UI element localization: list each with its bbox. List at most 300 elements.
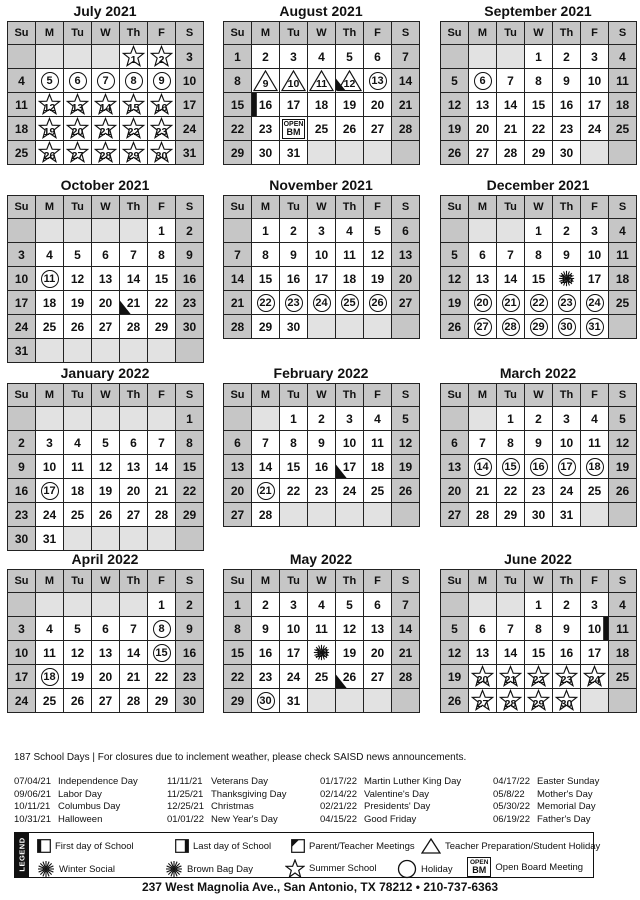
day-cell: 3	[36, 431, 64, 455]
day-cell: 27	[364, 117, 392, 141]
holiday-entry	[493, 776, 599, 789]
parent-meeting-icon	[291, 839, 305, 853]
holiday-date: 10/31/21	[14, 813, 51, 825]
holiday-name: Martin Luther King Day	[364, 776, 462, 787]
day-cell: 7	[469, 431, 497, 455]
day-cell: 22	[224, 117, 252, 141]
weekday-header: M	[252, 196, 280, 219]
day-cell: 10	[581, 69, 609, 93]
weekday-header: Th	[336, 570, 364, 593]
month-title: June 2022	[504, 551, 572, 567]
holiday-circle: 15	[153, 644, 171, 662]
weekday-header: Th	[553, 384, 581, 407]
empty-cell	[8, 219, 36, 243]
weekday-header: S	[176, 570, 204, 593]
empty-cell	[609, 689, 637, 713]
month-table	[223, 383, 420, 527]
month-table	[440, 195, 637, 339]
month-june-2022	[440, 550, 636, 713]
day-cell: 11	[8, 93, 36, 117]
day-cell: 11	[336, 243, 364, 267]
weekday-header: F	[581, 384, 609, 407]
day-cell: 29	[176, 503, 204, 527]
day-cell: 26	[441, 315, 469, 339]
day-cell: 2	[252, 593, 280, 617]
day-cell: 9	[252, 617, 280, 641]
holiday-entry	[14, 814, 138, 827]
day-cell: 23	[252, 665, 280, 689]
holiday-circle: 22	[530, 294, 548, 312]
day-cell: 11	[581, 431, 609, 455]
first-day-icon	[37, 839, 51, 853]
holiday-circle: 11	[41, 270, 59, 288]
day-cell: 5	[364, 219, 392, 243]
holiday-circle: 17	[558, 458, 576, 476]
holiday-entry	[167, 776, 287, 789]
legend-holiday: Holiday	[397, 859, 453, 879]
day-cell	[497, 315, 525, 339]
weekday-header: M	[36, 22, 64, 45]
day-cell: 17	[581, 641, 609, 665]
empty-cell	[469, 407, 497, 431]
holiday-circle: 6	[474, 72, 492, 90]
day-cell	[581, 315, 609, 339]
month-december-2021	[440, 176, 636, 339]
holiday-name: Father's Day	[537, 813, 591, 825]
day-cell: 25	[36, 315, 64, 339]
empty-cell	[92, 45, 120, 69]
day-cell: 6	[224, 431, 252, 455]
day-cell: 22	[525, 117, 553, 141]
empty-cell	[364, 689, 392, 713]
holiday-circle: 17	[41, 482, 59, 500]
empty-cell	[581, 141, 609, 165]
day-cell: 13	[469, 267, 497, 291]
empty-cell	[336, 315, 364, 339]
day-cell: 23	[252, 117, 280, 141]
day-cell: 22	[176, 479, 204, 503]
day-cell: 31	[8, 339, 36, 363]
day-cell: 29	[148, 689, 176, 713]
day-cell: 27	[224, 503, 252, 527]
weekday-header: M	[469, 196, 497, 219]
empty-cell	[392, 503, 420, 527]
empty-cell	[8, 593, 36, 617]
day-cell: 5	[441, 69, 469, 93]
day-cell: 15	[224, 93, 252, 117]
day-cell: 1	[525, 219, 553, 243]
day-cell: 20	[441, 479, 469, 503]
day-cell: 28	[120, 689, 148, 713]
month-title: May 2022	[289, 551, 353, 567]
day-cell: 24	[176, 117, 204, 141]
weekday-header: Tu	[280, 22, 308, 45]
day-cell: 4	[609, 219, 637, 243]
day-cell: 21	[497, 117, 525, 141]
holiday-circle: 25	[341, 294, 359, 312]
holiday-date: 05/8/22	[493, 788, 525, 800]
empty-cell	[64, 407, 92, 431]
weekday-header: W	[525, 22, 553, 45]
empty-cell	[92, 219, 120, 243]
day-cell: 25	[364, 479, 392, 503]
day-cell: 31	[553, 503, 581, 527]
holiday-circle: 29	[530, 318, 548, 336]
empty-cell	[92, 527, 120, 551]
day-cell: 16	[176, 641, 204, 665]
day-cell: 17	[280, 641, 308, 665]
empty-cell	[64, 527, 92, 551]
holiday-column	[320, 776, 461, 826]
day-cell: 5	[92, 431, 120, 455]
empty-cell	[469, 593, 497, 617]
day-cell: 13	[469, 641, 497, 665]
holiday-circle: 23	[558, 294, 576, 312]
month-table	[7, 569, 204, 713]
day-cell: 10	[581, 243, 609, 267]
day-cell: 15	[525, 93, 553, 117]
weekday-header: W	[525, 570, 553, 593]
day-cell: 13	[441, 455, 469, 479]
day-cell: 13	[364, 617, 392, 641]
weekday-header: W	[92, 22, 120, 45]
day-cell: 8	[252, 243, 280, 267]
day-cell: 19	[64, 291, 92, 315]
winter-social-icon	[37, 860, 55, 878]
empty-cell	[581, 503, 609, 527]
holiday-circle: 28	[502, 318, 520, 336]
day-cell	[469, 315, 497, 339]
day-cell: 4	[8, 69, 36, 93]
empty-cell	[308, 315, 336, 339]
holiday-date: 11/11/21	[167, 776, 203, 787]
holiday-date: 04/15/22	[320, 813, 357, 825]
day-cell: 2	[148, 45, 176, 69]
weekday-header: Tu	[64, 384, 92, 407]
day-cell: 26	[441, 141, 469, 165]
day-cell: 4	[36, 243, 64, 267]
day-cell: 30	[280, 315, 308, 339]
empty-cell	[36, 407, 64, 431]
empty-cell	[469, 45, 497, 69]
day-cell	[497, 455, 525, 479]
day-cell: 8	[280, 431, 308, 455]
day-cell: 6	[469, 243, 497, 267]
weekday-header: F	[364, 196, 392, 219]
day-cell: 3	[280, 45, 308, 69]
day-cell: 26	[336, 117, 364, 141]
empty-cell	[609, 315, 637, 339]
day-cell: 6	[120, 431, 148, 455]
empty-cell	[609, 141, 637, 165]
day-cell: 15	[525, 641, 553, 665]
weekday-header: Tu	[280, 570, 308, 593]
weekday-header: Su	[224, 196, 252, 219]
month-title: July 2021	[73, 3, 137, 19]
holiday-circle: 21	[257, 482, 275, 500]
day-cell	[280, 117, 308, 141]
day-cell: 1	[120, 45, 148, 69]
weekday-header: Th	[120, 196, 148, 219]
day-cell: 25	[609, 291, 637, 315]
day-cell: 30	[176, 689, 204, 713]
day-cell: 26	[64, 689, 92, 713]
day-cell: 29	[148, 315, 176, 339]
day-cell	[252, 479, 280, 503]
month-title: September 2021	[484, 3, 592, 19]
empty-cell	[308, 503, 336, 527]
empty-cell	[497, 593, 525, 617]
legend-tab: LEGEND	[15, 833, 29, 877]
circle-icon	[397, 859, 417, 879]
month-table	[223, 195, 420, 339]
weekday-header: W	[308, 22, 336, 45]
day-cell: 2	[176, 219, 204, 243]
day-cell: 28	[392, 117, 420, 141]
day-cell: 22	[148, 665, 176, 689]
weekday-header: S	[609, 384, 637, 407]
weekday-header: Su	[224, 570, 252, 593]
empty-cell	[497, 45, 525, 69]
month-title: April 2022	[71, 551, 139, 567]
day-cell	[553, 315, 581, 339]
day-cell: 10	[581, 617, 609, 641]
day-cell: 31	[176, 141, 204, 165]
day-cell: 9	[553, 617, 581, 641]
open-board-icon: OPEN BM	[467, 857, 491, 877]
empty-cell	[92, 407, 120, 431]
day-cell: 14	[92, 93, 120, 117]
month-table	[7, 383, 204, 551]
day-cell	[497, 291, 525, 315]
day-cell: 7	[224, 243, 252, 267]
day-cell: 2	[525, 407, 553, 431]
holiday-circle: 6	[69, 72, 87, 90]
weekday-header: Su	[441, 196, 469, 219]
day-cell: 14	[497, 641, 525, 665]
day-cell: 9	[553, 243, 581, 267]
holiday-entry	[493, 814, 599, 827]
day-cell: 5	[609, 407, 637, 431]
day-cell	[525, 315, 553, 339]
day-cell: 15	[120, 93, 148, 117]
weekday-header: Su	[224, 384, 252, 407]
weekday-header: F	[148, 384, 176, 407]
weekday-header: W	[525, 384, 553, 407]
weekday-header: Su	[8, 196, 36, 219]
day-cell: 7	[392, 45, 420, 69]
holiday-circle: 13	[369, 72, 387, 90]
holiday-circle: 9	[153, 72, 171, 90]
legend-summer-school: Summer School	[285, 859, 377, 878]
holiday-date: 04/17/22	[493, 776, 530, 787]
weekday-header: Th	[336, 196, 364, 219]
holiday-name: Valentine's Day	[364, 788, 430, 800]
day-cell: 13	[120, 455, 148, 479]
month-title: December 2021	[486, 177, 590, 193]
day-cell: 29	[525, 141, 553, 165]
weekday-header: S	[609, 196, 637, 219]
weekday-header: Tu	[497, 196, 525, 219]
day-cell: 8	[525, 243, 553, 267]
day-cell: 10	[8, 641, 36, 665]
day-cell: 19	[364, 267, 392, 291]
empty-cell	[308, 689, 336, 713]
day-cell: 1	[252, 219, 280, 243]
day-cell: 11	[308, 617, 336, 641]
empty-cell	[392, 315, 420, 339]
day-cell: 13	[392, 243, 420, 267]
empty-cell	[148, 527, 176, 551]
day-cell: 12	[441, 641, 469, 665]
day-cell: 23	[525, 479, 553, 503]
legend-last-day: Last day of School	[175, 839, 271, 853]
day-cell: 11	[364, 431, 392, 455]
day-cell: 14	[120, 641, 148, 665]
day-cell: 27	[64, 141, 92, 165]
day-cell: 9	[553, 69, 581, 93]
day-cell: 16	[280, 267, 308, 291]
day-cell: 30	[553, 141, 581, 165]
day-cell: 19	[92, 479, 120, 503]
empty-cell	[120, 407, 148, 431]
day-cell: 30	[553, 689, 581, 713]
day-cell	[92, 69, 120, 93]
weekday-header: S	[392, 196, 420, 219]
legend-brown-bag: Brown Bag Day	[165, 860, 253, 878]
day-cell	[64, 69, 92, 93]
day-cell: 27	[92, 315, 120, 339]
month-title: August 2021	[279, 3, 363, 19]
holiday-name: Veterans Day	[211, 776, 269, 787]
day-cell: 5	[441, 243, 469, 267]
month-august-2021	[223, 2, 419, 165]
day-cell: 27	[469, 141, 497, 165]
day-cell: 15	[280, 455, 308, 479]
holiday-column	[493, 776, 599, 826]
day-cell: 11	[64, 455, 92, 479]
holiday-circle: 8	[153, 620, 171, 638]
holiday-entry	[493, 789, 599, 802]
day-cell: 5	[441, 617, 469, 641]
month-november-2021	[223, 176, 419, 339]
holiday-name: Christmas	[211, 801, 254, 812]
day-cell: 29	[224, 141, 252, 165]
day-cell: 17	[581, 267, 609, 291]
weekday-header: Su	[8, 570, 36, 593]
month-january-2022	[7, 364, 203, 551]
holiday-circle: 27	[474, 318, 492, 336]
day-cell: 15	[176, 455, 204, 479]
empty-cell	[36, 219, 64, 243]
day-cell: 8	[224, 69, 252, 93]
day-cell: 12	[441, 267, 469, 291]
day-cell: 9	[525, 431, 553, 455]
day-cell: 3	[280, 593, 308, 617]
holiday-name: Good Friday	[364, 813, 417, 825]
day-cell: 14	[148, 455, 176, 479]
day-cell: 21	[120, 291, 148, 315]
day-cell: 28	[92, 141, 120, 165]
weekday-header: S	[392, 570, 420, 593]
day-cell	[148, 617, 176, 641]
day-cell: 3	[308, 219, 336, 243]
day-cell: 4	[308, 45, 336, 69]
day-cell: 15	[252, 267, 280, 291]
empty-cell	[64, 219, 92, 243]
day-cell: 2	[553, 593, 581, 617]
empty-cell	[176, 339, 204, 363]
day-cell: 25	[64, 503, 92, 527]
weekday-header: S	[609, 570, 637, 593]
day-cell	[280, 291, 308, 315]
day-cell: 1	[224, 45, 252, 69]
holiday-date: 01/17/22	[320, 776, 357, 787]
day-cell: 22	[525, 665, 553, 689]
day-cell: 7	[497, 69, 525, 93]
day-cell: 9	[176, 617, 204, 641]
day-cell: 3	[553, 407, 581, 431]
weekday-header: F	[581, 570, 609, 593]
day-cell: 14	[120, 267, 148, 291]
day-cell: 17	[280, 93, 308, 117]
address-footer: 237 West Magnolia Ave., San Antonio, TX 78212 • 210-737-6363	[141, 880, 499, 894]
day-cell: 25	[609, 665, 637, 689]
holiday-circle: 30	[558, 318, 576, 336]
day-cell: 12	[336, 69, 364, 93]
month-table	[223, 569, 420, 713]
day-cell: 2	[176, 593, 204, 617]
holiday-name: Memorial Day	[537, 801, 596, 812]
day-cell: 8	[497, 431, 525, 455]
holiday-name: Mother's Day	[537, 788, 593, 800]
day-cell: 16	[553, 641, 581, 665]
weekday-header: Tu	[64, 570, 92, 593]
weekday-header: Th	[336, 384, 364, 407]
day-cell: 12	[336, 617, 364, 641]
day-cell	[36, 665, 64, 689]
day-cell: 5	[336, 45, 364, 69]
weekday-header: Su	[224, 22, 252, 45]
day-cell: 25	[581, 479, 609, 503]
holiday-date: 10/11/21	[14, 801, 51, 812]
weekday-header: Th	[120, 384, 148, 407]
holiday-circle: 14	[474, 458, 492, 476]
weekday-header: Su	[441, 570, 469, 593]
day-cell: 11	[609, 617, 637, 641]
empty-cell	[148, 407, 176, 431]
day-cell: 9	[8, 455, 36, 479]
weekday-header: M	[36, 196, 64, 219]
holiday-date: 01/01/22	[167, 813, 204, 825]
day-cell: 29	[525, 689, 553, 713]
day-cell: 30	[252, 141, 280, 165]
holiday-circle: 16	[530, 458, 548, 476]
day-cell: 8	[525, 617, 553, 641]
day-cell: 21	[92, 117, 120, 141]
weekday-header: F	[148, 570, 176, 593]
weekday-header: M	[469, 384, 497, 407]
weekday-header: S	[176, 196, 204, 219]
day-cell: 10	[280, 617, 308, 641]
day-cell: 15	[224, 641, 252, 665]
brown-bag-icon	[165, 860, 183, 878]
weekday-header: F	[148, 196, 176, 219]
day-cell: 28	[497, 689, 525, 713]
day-cell: 16	[252, 93, 280, 117]
weekday-header: F	[581, 196, 609, 219]
legend	[14, 832, 601, 878]
